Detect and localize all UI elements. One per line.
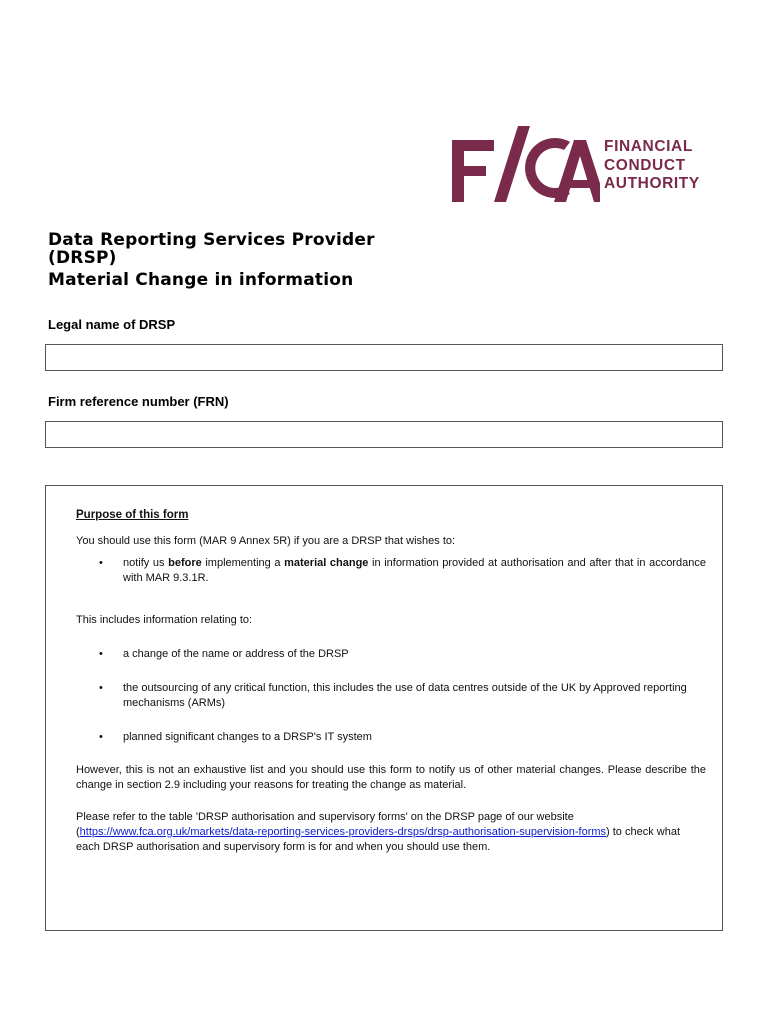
bullet: •: [99, 648, 103, 660]
notify-bold-before: before: [168, 557, 202, 569]
purpose-box: [45, 485, 723, 931]
notify-text-pre: notify us: [123, 557, 169, 569]
title-line-1: Data Reporting Services Provider: [48, 230, 375, 250]
however-text: However, this is not an exhaustive list and you should use this form to notify us of other material changes. Please describe the change in section 2.9 including your reasons for treating the change as material.: [76, 764, 706, 791]
wordmark-line-conduct: CONDUCT: [604, 156, 686, 174]
bullet: •: [99, 682, 103, 694]
page-subtitle: Material Change in information: [48, 270, 354, 290]
fca-logo-mark: [450, 126, 600, 206]
list-item-text: a change of the name or address of the DRSP: [123, 648, 349, 660]
purpose-heading: Purpose of this form: [76, 509, 189, 521]
fca-logo: [450, 126, 715, 206]
frn-field[interactable]: [45, 421, 723, 448]
purpose-content: [76, 508, 706, 855]
legal-name-label: Legal name of DRSP: [48, 317, 176, 332]
page-title: [48, 231, 375, 267]
refer-text: [76, 810, 706, 855]
notify-bold-material-change: material change: [284, 557, 369, 569]
list-item-text: the outsourcing of any critical function, this includes the use of data centres outside of the UK by Approved reporting mechanisms (ARMs): [123, 682, 687, 709]
purpose-intro: You should use this form (MAR 9 Annex 5R) if you are a DRSP that wishes to:: [76, 535, 456, 547]
notify-text-mid: implementing a: [201, 557, 285, 569]
bullet: •: [99, 731, 103, 743]
bullet: •: [99, 557, 103, 569]
notify-text-post: in information provided at authorisation and after that in accordance with MAR 9.3.1R.: [123, 557, 706, 584]
list-item: [76, 730, 706, 745]
refer-text-pre: Please refer to the table 'DRSP authorisation and supervisory forms' on the DRSP page of our website (: [76, 811, 574, 838]
legal-name-field[interactable]: [45, 344, 723, 371]
fca-wordmark: [604, 138, 700, 194]
frn-label: Firm reference number (FRN): [48, 394, 229, 409]
refer-text-post: ) to check what each DRSP authorisation and supervisory form is for and when you should use them.: [76, 826, 681, 853]
list-item-notify: [76, 556, 706, 586]
drsp-forms-link[interactable]: https://www.fca.org.uk/markets/data-reporting-services-providers-drsps/drsp-authorisation-supervision-forms: [79, 826, 607, 838]
title-line-2: (DRSP): [48, 248, 117, 268]
list-item: [76, 647, 706, 662]
wordmark-line-financial: FINANCIAL: [604, 138, 693, 155]
list-item-text: planned significant changes to a DRSP's IT system: [123, 731, 372, 743]
wordmark-line-authority: AUTHORITY: [604, 175, 700, 192]
includes-text: This includes information relating to:: [76, 614, 253, 626]
list-item: [76, 681, 706, 711]
